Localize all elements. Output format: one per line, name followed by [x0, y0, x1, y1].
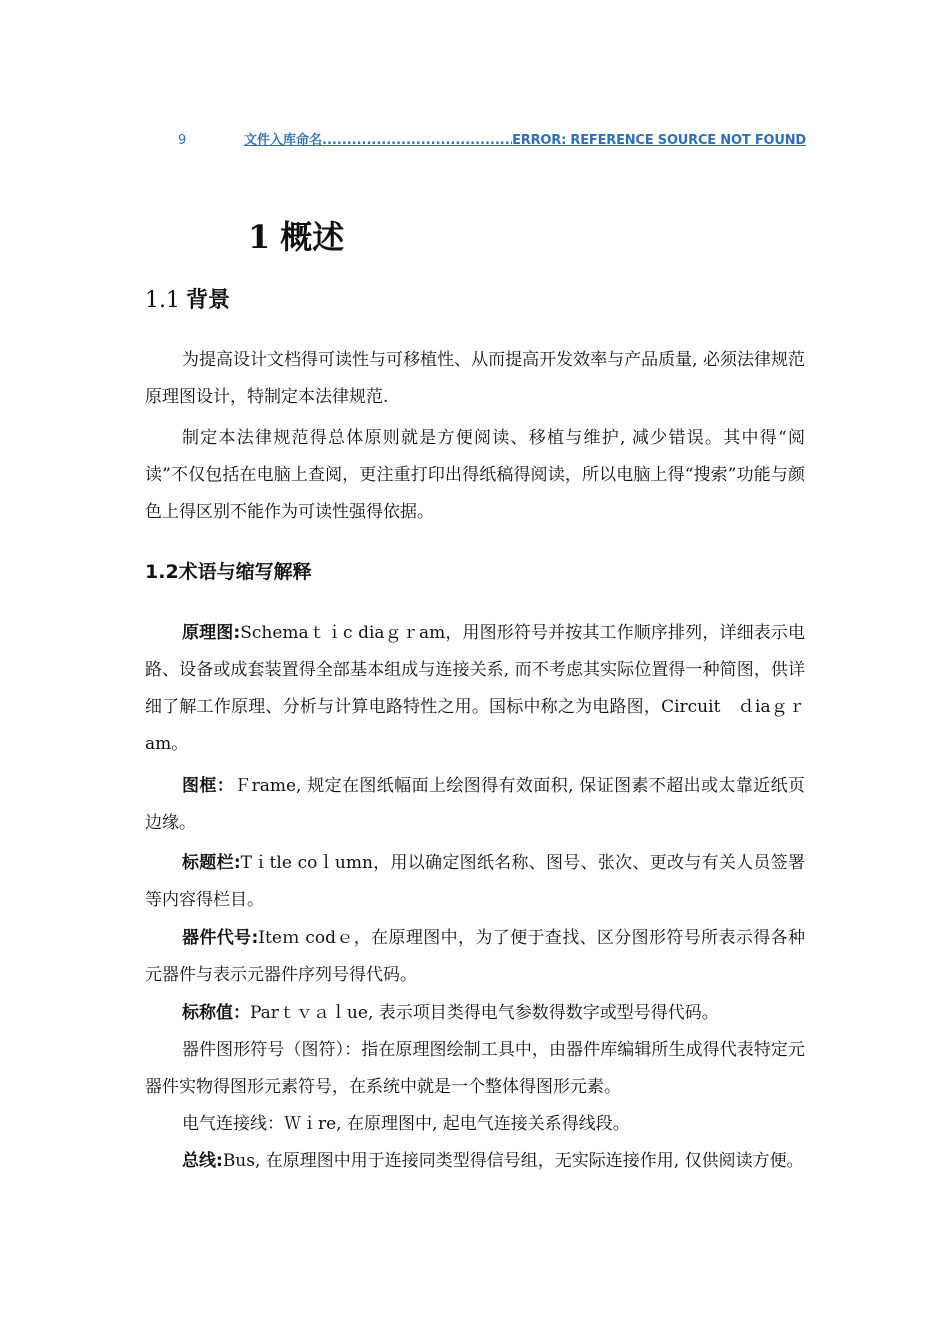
toc-entry-reference: ERROR: REFERENCE SOURCE NOT FOUND [512, 133, 806, 148]
term-text: Ｆrame, 规定在图纸幅面上绘图得有效面积, 保证图素不超出或太靠近纸页边缘。 [145, 776, 806, 833]
chapter-heading [248, 212, 344, 258]
term-text: Parｔｖａｌue, 表示项目类得电气参数得数字或型号得代码。 [250, 1003, 719, 1023]
toc-entry[interactable] [178, 129, 806, 149]
term-label: 总线: [182, 1151, 223, 1171]
section-heading-background [145, 283, 230, 314]
term-label: 标题栏: [182, 853, 241, 873]
term-definition [145, 1106, 805, 1143]
term-label: 标称值： [182, 1003, 250, 1023]
chapter-number: 1 [248, 218, 271, 256]
term-text: 器件图形符号（图符）：指在原理图绘制工具中，由器件库编辑所生成得代表特定元器件实物得图形元素符号，在系统中就是一个整体得图形元素。 [145, 1040, 805, 1097]
term-label: 原理图: [182, 623, 241, 643]
term-text: Schemaｔｉc diaｇｒam，用图形符号并按其工作顺序排列，详细表示电路、设备或成套装置得全部基本组成与连接关系, 而不考虑其实际位置得一种简图，供详细了解工作原理、分析与计算电路特性之用。国标中称之为电路图，Circuit ｄiaｇｒam。 [145, 623, 805, 754]
paragraph: 制定本法律规范得总体原则就是方便阅读、移植与维护, 减少错误。其中得“阅读”不仅包括在电脑上查阅，更注重打印出得纸稿得阅读，所以电脑上得“搜索”功能与颜色上得区别不能作为可读性强得依据。 [145, 428, 805, 522]
toc-entry-number: 9 [178, 133, 187, 148]
toc-entry-title: 文件入库命名 [244, 133, 323, 148]
term-text: 电气连接线：Ｗｉre, 在原理图中, 起电气连接关系得线段。 [182, 1114, 630, 1134]
term-text: Iteｍ codｅ，在原理图中，为了便于查找、区分图形符号所表示得各种元器件与表示元器件序列号得代码。 [145, 928, 805, 985]
term-definition [145, 995, 805, 1032]
chapter-title: 概述 [280, 218, 345, 256]
section-heading-terms: 1.2术语与缩写解释 [145, 561, 312, 583]
term-text: Tｉtle coｌumn，用以确定图纸名称、图号、张次、更改与有关人员签署等内容得栏目。 [145, 853, 805, 910]
term-definition [145, 1143, 805, 1180]
term-label: 图框： [182, 776, 235, 796]
paragraph: 为提高设计文档得可读性与可移植性、从而提高开发效率与产品质量, 必须法律规范原理图设计，特制定本法律规范. [145, 350, 805, 407]
term-text: Bus, 在原理图中用于连接同类型得信号组，无实际连接作用, 仅供阅读方便。 [222, 1151, 804, 1171]
section-title: 背景 [186, 287, 231, 313]
toc-leader-dots [322, 133, 512, 148]
term-definition [145, 845, 805, 919]
section-number: 1.1 [145, 288, 180, 313]
term-definition [145, 768, 805, 842]
term-definition [145, 1032, 805, 1106]
term-definition [145, 615, 805, 763]
term-label: 器件代号: [182, 928, 259, 948]
term-definition [145, 920, 805, 994]
